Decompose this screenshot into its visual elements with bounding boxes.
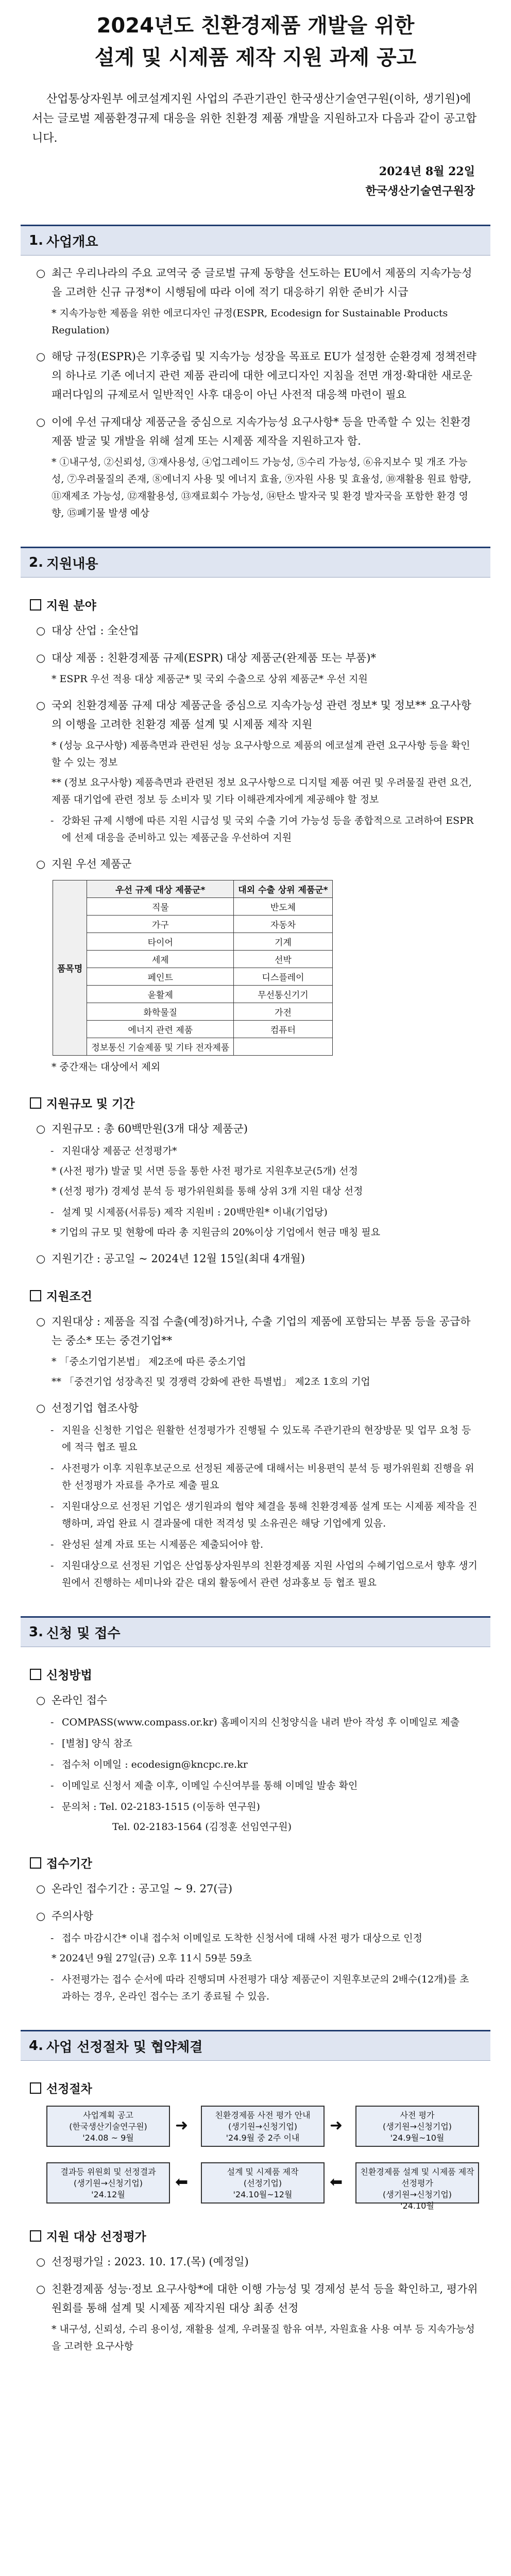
table-cell: 정보통신 기술제품 및 기타 전자제품 xyxy=(87,1038,234,1056)
table-cell xyxy=(234,1038,332,1056)
process-step-title: 사업계획 공고 xyxy=(83,2110,133,2120)
checkbox-icon xyxy=(30,1669,41,1680)
scale-detail: - 설계 및 시제품(서류등) 제작 지원비 : 20백만원* 이내(기업당) xyxy=(50,1204,478,1221)
scale-item: ○ 지원규모 : 총 60백만원(3개 대상 제품군) xyxy=(36,1120,478,1139)
table-cell: 에너지 관련 제품 xyxy=(87,1021,234,1038)
section-number: 3. xyxy=(29,1624,43,1640)
condition-detail: - 사전평가 이후 지원후보군으로 선정된 제품군에 대해서는 비용편익 분석 등 평가위원회 진행을 위한 선정평가 자료를 추가로 제출 필요 xyxy=(50,1460,478,1494)
support-note: * (성능 요구사항) 제품측면과 관련된 성능 요구사항으로 제품의 에코설계 관련 요구사항 등을 확인할 수 있는 정보 xyxy=(52,740,470,768)
table-cell: 가전 xyxy=(234,1003,332,1021)
support-item: ○ 대상 제품 : 친환경제품 규제(ESPR) 대상 제품군(완제품 또는 부품)* xyxy=(36,649,478,668)
scale-note: * (사전 평가) 발굴 및 서면 등을 통한 사전 평가로 지원후보군(5개) 선정 xyxy=(52,1165,358,1177)
arrow-left-icon: ⬅ xyxy=(175,2173,189,2191)
process-step xyxy=(201,2162,325,2204)
scale-item: ○ 지원기간 : 공고일 ~ 2024년 12월 15일(최대 4개월) xyxy=(36,1249,478,1268)
condition-note: * 「중소기업기본법」 제2조에 따른 중소기업 xyxy=(52,1356,246,1367)
process-step-when: '24.10월 xyxy=(400,2201,434,2211)
section-title: 지원내용 xyxy=(46,556,98,572)
table-cell: 직물 xyxy=(87,898,234,916)
process-step-when: '24.10월~12월 xyxy=(233,2190,293,2199)
evaluation-item: ○ 선정평가일 : 2023. 10. 17.(목) (예정일) xyxy=(36,2252,478,2272)
table-note: * 중간재는 대상에서 제외 xyxy=(52,1061,161,1073)
process-step xyxy=(201,2106,325,2147)
subsection-title: 지원조건 xyxy=(46,1290,92,1303)
condition-detail: - 지원을 신청한 기업은 원활한 선정평가가 진행될 수 있도록 주관기관의 현장방문 및 업무 요청 등에 적극 협조 필요 xyxy=(50,1422,478,1456)
condition-detail: - 지원대상으로 선정된 기업은 산업통상자원부의 친환경제품 지원 사업의 수혜기업으로서 향후 생기원에서 진행하는 세미나와 같은 대외 활동에서 관련 성과홍보 등 협조 필요 xyxy=(50,1557,478,1591)
announcement-date: 2024년 8월 22일 xyxy=(379,165,475,178)
application-detail: - 이메일로 신청서 제출 이후, 이메일 수신여부를 통해 이메일 발송 확인 xyxy=(50,1777,478,1794)
application-detail: - COMPASS(www.compass.or.kr) 홈페이지의 신청양식을 내려 받아 작성 후 이메일로 제출 xyxy=(50,1714,478,1731)
intro-paragraph: 산업통상자원부 에코설계지원 사업의 주관기관인 한국생산기술연구원(이하, 생기원)에서는 글로벌 제품환경규제 대응을 위한 친환경 제품 개발을 지원하고자 다음과 같이 공고합니다. xyxy=(32,93,477,145)
process-step-when: '24.12월 xyxy=(91,2190,125,2199)
subsection-title: 지원 대상 선정평가 xyxy=(46,2230,146,2244)
document-title xyxy=(21,0,490,72)
subsection-conditions xyxy=(30,1287,490,1304)
process-step-title: 설계 및 시제품 제작 xyxy=(227,2167,299,2177)
application-detail: - [별첨] 양식 참조 xyxy=(50,1735,478,1752)
contact-phone: Tel. 02-2183-1564 (김정훈 선임연구원) xyxy=(112,1821,292,1833)
condition-note: ** 「중견기업 성장촉진 및 경쟁력 강화에 관한 특별법」 제2조 1호의 기업 xyxy=(52,1376,370,1387)
section-title: 사업 선정절차 및 협약체결 xyxy=(46,2039,203,2055)
table-cell: 반도체 xyxy=(234,898,332,916)
table-column-header: 우선 규제 대상 제품군* xyxy=(87,880,234,898)
overview-note: * 지속가능한 제품을 위한 에코디자인 규정(ESPR, Ecodesign for Sustainable Products Regulation) xyxy=(52,308,448,336)
overview-item: ○ 최근 우리나라의 주요 교역국 중 글로벌 규제 동향을 선도하는 EU에서 제품의 지속가능성을 고려한 신규 규정*이 시행됨에 따라 이에 적기 대응하기 위한 준비가 시급 xyxy=(36,264,478,302)
table-cell: 무선통신기기 xyxy=(234,986,332,1003)
table-cell: 세제 xyxy=(87,951,234,968)
subsection-selection-evaluation xyxy=(30,2227,490,2244)
table-cell: 디스플레이 xyxy=(234,968,332,986)
evaluation-note: * 내구성, 신뢰성, 수리 용이성, 재활용 설계, 우려물질 함유 여부, 자원효율 사용 여부 등 지속가능성을 고려한 요구사항 xyxy=(52,2324,475,2352)
table-cell: 윤활제 xyxy=(87,986,234,1003)
process-step-desc: (한국생산기술연구원) xyxy=(69,2122,147,2131)
section-header-application xyxy=(21,1616,490,1647)
scale-detail: - 지원대상 제품군 선정평가* xyxy=(50,1143,478,1160)
process-step-desc: (생기원→신청기업) xyxy=(228,2122,298,2131)
subsection-title: 지원규모 및 기간 xyxy=(46,1097,135,1111)
table-column-header: 대외 수출 상위 제품군* xyxy=(234,880,332,898)
subsection-selection-process xyxy=(30,2079,490,2096)
process-step-desc: (생기원→신청기업) xyxy=(382,2190,452,2199)
table-cell: 가구 xyxy=(87,916,234,933)
checkbox-icon xyxy=(30,599,41,611)
subsection-scale-period xyxy=(30,1094,490,1111)
section-title: 신청 및 접수 xyxy=(46,1625,121,1641)
period-note: * 2024년 9월 27일(금) 오후 11시 59분 59초 xyxy=(52,1953,252,1964)
table-cell: 컴퓨터 xyxy=(234,1021,332,1038)
issuing-organization: 한국생산기술연구원장 xyxy=(365,184,475,198)
section-header-selection xyxy=(21,2030,490,2061)
period-item: ○ 주의사항 xyxy=(36,1907,478,1926)
condition-item: ○ 선정기업 협조사항 xyxy=(36,1399,478,1418)
table-row-header: 품목명 xyxy=(53,880,87,1056)
section-number: 2. xyxy=(29,555,43,570)
process-step-desc: (선정기업) xyxy=(243,2178,282,2188)
subsection-title: 신청방법 xyxy=(46,1669,92,1682)
period-detail: - 사전평가는 접수 순서에 따라 진행되며 사전평가 대상 제품군이 지원후보군의 2배수(12개)를 초과하는 경우, 온라인 접수는 조기 종료될 수 있음. xyxy=(50,1971,478,2005)
process-step-title: 친환경제품 설계 및 시제품 제작 선정평가 xyxy=(360,2167,474,2188)
arrow-left-icon: ⬅ xyxy=(330,2173,343,2191)
period-detail: - 접수 마감시간* 이내 접수처 이메일로 도착한 신청서에 대해 사전 평가 대상으로 인정 xyxy=(50,1930,478,1947)
process-step-desc: (생기원→신청기업) xyxy=(73,2178,143,2188)
application-item: ○ 온라인 접수 xyxy=(36,1691,478,1710)
process-step xyxy=(355,2106,479,2147)
checkbox-icon xyxy=(30,1290,41,1301)
process-step-when: '24.08 ~ 9월 xyxy=(82,2133,134,2143)
support-item: ○ 지원 우선 제품군 xyxy=(36,855,478,874)
application-detail: - 접수처 이메일 : ecodesign@kncpc.re.kr xyxy=(50,1756,478,1773)
overview-note: * ①내구성, ②신뢰성, ③재사용성, ④업그레이드 가능성, ⑤수리 가능성, ⑥유지보수 및 개조 가능성, ⑦우려물질의 존재, ⑧에너지 사용 및 에너지 효율, ⑨자원 사용 및 효율성, ⑩재활용 원료 함량, ⑪재제조 가능성, ⑫재활용성, ⑬재료회수 가능성, ⑭탄소 발자국 및 환경 발자국을 포함한 환경 영향, ⑮폐기물 발생 예상 xyxy=(52,456,471,519)
arrow-right-icon: ➜ xyxy=(330,2116,343,2134)
section-header-overview xyxy=(21,225,490,256)
process-step xyxy=(46,2162,170,2204)
process-step xyxy=(46,2106,170,2147)
scale-note: * 기업의 규모 및 현황에 따라 총 지원금의 20%이상 기업에서 현금 매칭 필요 xyxy=(52,1227,381,1238)
condition-detail: - 지원대상으로 선정된 기업은 생기원과의 협약 체결을 통해 친환경제품 설계 또는 시제품 제작을 진행하며, 과업 완료 시 결과물에 대한 적격성 및 소유권은 해당 기업에게 있음. xyxy=(50,1498,478,1532)
process-step-title: 친환경제품 사전 평가 안내 xyxy=(215,2110,311,2120)
overview-item: ○ 이에 우선 규제대상 제품군을 중심으로 지속가능성 요구사항* 등을 만족할 수 있는 친환경제품 발굴 및 개발을 위해 설계 또는 시제품 제작을 지원하고자 함. xyxy=(36,413,478,451)
support-item: ○ 대상 산업 : 全산업 xyxy=(36,621,478,640)
table-cell: 타이어 xyxy=(87,933,234,951)
title-line-1: 2024년도 친환경제품 개발을 위한 xyxy=(96,14,415,38)
subsection-title: 지원 분야 xyxy=(46,599,96,613)
section-header-support xyxy=(21,547,490,578)
overview-item: ○ 해당 규정(ESPR)은 기후중립 및 지속가능 성장을 목표로 EU가 설정한 순환경제 정책전략의 하나로 기존 에너지 관련 제품 관리에 대한 에코디자인 지침을 전면 개정·확대한 새로운 패러다임의 규제로서 일반적인 사후 대응이 아닌 사전적 대응책 마련이 필요 xyxy=(36,347,478,404)
priority-product-table xyxy=(53,880,333,1056)
table-cell: 페인트 xyxy=(87,968,234,986)
period-item: ○ 온라인 접수기간 : 공고일 ~ 9. 27(금) xyxy=(36,1879,478,1899)
support-note: * ESPR 우선 적용 대상 제품군* 및 국외 수출으로 상위 제품군* 우선 지원 xyxy=(52,673,368,685)
process-step-desc: (생기원→신청기업) xyxy=(382,2122,452,2131)
checkbox-icon xyxy=(30,2082,41,2094)
process-step-title: 사전 평가 xyxy=(400,2110,435,2120)
subsection-title: 접수기간 xyxy=(46,1857,92,1871)
process-step-when: '24.9월 중 2주 이내 xyxy=(226,2133,300,2143)
checkbox-icon xyxy=(30,1857,41,1869)
checkbox-icon xyxy=(30,1097,41,1109)
process-step-title: 결과등 위원회 및 선정결과 xyxy=(60,2167,156,2177)
process-step xyxy=(355,2162,479,2211)
table-cell: 기계 xyxy=(234,933,332,951)
table-cell: 화학물질 xyxy=(87,1003,234,1021)
table-cell: 자동차 xyxy=(234,916,332,933)
subsection-application-period xyxy=(30,1854,490,1871)
evaluation-item: ○ 친환경제품 성능·정보 요구사항*에 대한 이행 가능성 및 경제성 분석 등을 확인하고, 평가위원회를 통해 설계 및 시제품 제작지원 대상 최종 선정 xyxy=(36,2280,478,2318)
title-line-2: 설계 및 시제품 제작 지원 과제 공고 xyxy=(94,46,417,70)
support-detail: - 강화된 규제 시행에 따른 지원 시급성 및 국외 수출 기여 가능성 등을 종합적으로 고려하여 ESPR에 선제 대응을 준비하고 있는 제품군을 우선하여 지원 xyxy=(50,812,478,846)
scale-note: * (선정 평가) 경제성 분석 등 평가위원회를 통해 상위 3개 지원 대상 선정 xyxy=(52,1185,363,1197)
section-number: 1. xyxy=(29,233,43,248)
subsection-support-field xyxy=(30,596,490,613)
section-title: 사업개요 xyxy=(46,234,98,250)
table-cell: 선박 xyxy=(234,951,332,968)
process-flow-diagram xyxy=(46,2106,484,2209)
support-item: ○ 국외 친환경제품 규제 대상 제품군을 중심으로 지속가능성 관련 정보* 및 정보** 요구사항의 이행을 고려한 친환경 제품 설계 및 시제품 제작 지원 xyxy=(36,696,478,734)
arrow-right-icon: ➜ xyxy=(175,2116,189,2134)
subsection-title: 선정절차 xyxy=(46,2082,92,2096)
checkbox-icon xyxy=(30,2230,41,2242)
process-step-when: '24.9월~10월 xyxy=(390,2133,445,2143)
condition-item: ○ 지원대상 : 제품을 직접 수출(예정)하거나, 수출 기업의 제품에 포함되는 부품 등을 공급하는 중소* 또는 중견기업** xyxy=(36,1312,478,1350)
support-note: ** (정보 요구사항) 제품측면과 관련된 정보 요구사항으로 디지털 제품 여권 및 우려물질 관련 요건, 제품 대기업에 관련 정보 등 소비자 및 기타 이해관계자에게 제공해야 할 정보 xyxy=(52,777,472,805)
section-number: 4. xyxy=(29,2038,43,2054)
condition-detail: - 완성된 설계 자료 또는 시제품은 제출되어야 함. xyxy=(50,1536,478,1553)
subsection-application-method xyxy=(30,1666,490,1683)
contact-phone: - 문의처 : Tel. 02-2183-1515 (이동하 연구원) xyxy=(50,1799,478,1816)
